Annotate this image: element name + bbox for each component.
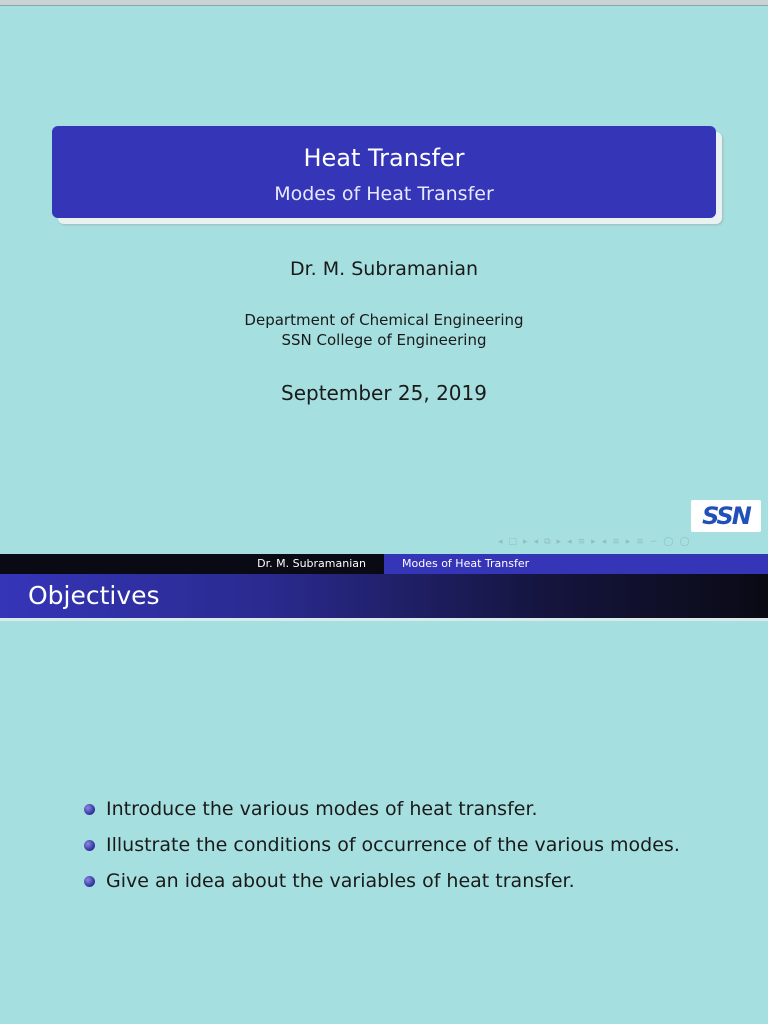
nav-prev-icon[interactable]: ◂ bbox=[567, 537, 572, 547]
institute-college: SSN College of Engineering bbox=[281, 331, 487, 349]
author-name: Dr. M. Subramanian bbox=[289, 258, 479, 280]
list-item bbox=[84, 795, 680, 831]
list-item bbox=[84, 867, 680, 903]
nav-subsection-icon[interactable]: ⧉ bbox=[544, 537, 551, 547]
presentation-date: September 25, 2019 bbox=[281, 381, 487, 405]
presentation-subtitle: Modes of Heat Transfer bbox=[274, 183, 494, 205]
footer-title-section bbox=[384, 554, 768, 574]
frame-title-bar bbox=[0, 574, 768, 618]
institute-department: Department of Chemical Engineering bbox=[244, 311, 524, 329]
nav-next-icon[interactable]: ▸ bbox=[556, 537, 562, 547]
list-item-text: Give an idea about the variables of heat transfer. bbox=[106, 870, 575, 892]
nav-frame-icon[interactable]: □ bbox=[508, 537, 518, 547]
list-item bbox=[84, 831, 680, 867]
ssn-logo bbox=[691, 500, 761, 532]
nav-prev-icon[interactable]: ◂ bbox=[533, 537, 539, 547]
nav-toc-icon[interactable]: ≡ bbox=[636, 537, 644, 547]
footer-author: Dr. M. Subramanian bbox=[257, 557, 366, 570]
logo-text: SSN bbox=[702, 502, 750, 530]
nav-back-icon[interactable]: ∽ bbox=[649, 537, 658, 547]
bullet-icon bbox=[84, 840, 95, 851]
title-slide bbox=[0, 6, 768, 554]
slide-footer bbox=[0, 554, 768, 574]
bullet-icon bbox=[84, 804, 95, 815]
title-block bbox=[52, 126, 716, 218]
list-item-text: Illustrate the conditions of occurrence of the various modes. bbox=[106, 834, 680, 856]
nav-prev-icon[interactable]: ◂ bbox=[601, 537, 607, 547]
nav-next-icon[interactable]: ▸ bbox=[591, 537, 596, 547]
nav-section-icon[interactable]: ≡ bbox=[577, 537, 586, 547]
beamer-navigation-symbols[interactable] bbox=[498, 536, 690, 548]
list-item-text: Introduce the various modes of heat transfer. bbox=[106, 798, 538, 820]
objectives-list bbox=[84, 795, 680, 903]
presentation-title: Heat Transfer bbox=[303, 144, 465, 172]
nav-document-icon[interactable]: ≡ bbox=[612, 537, 620, 547]
nav-prev-icon[interactable]: ◂ bbox=[498, 537, 503, 547]
footer-author-section bbox=[0, 554, 384, 574]
nav-next-icon[interactable]: ▸ bbox=[523, 537, 528, 547]
footer-title: Modes of Heat Transfer bbox=[402, 557, 530, 570]
objectives-slide bbox=[0, 621, 768, 1024]
frame-title: Objectives bbox=[28, 581, 160, 610]
nav-next-icon[interactable]: ▸ bbox=[625, 537, 631, 547]
nav-search-icon[interactable]: ◯ bbox=[679, 537, 690, 547]
nav-search-icon[interactable]: ◯ bbox=[663, 537, 674, 547]
bullet-icon bbox=[84, 876, 95, 887]
